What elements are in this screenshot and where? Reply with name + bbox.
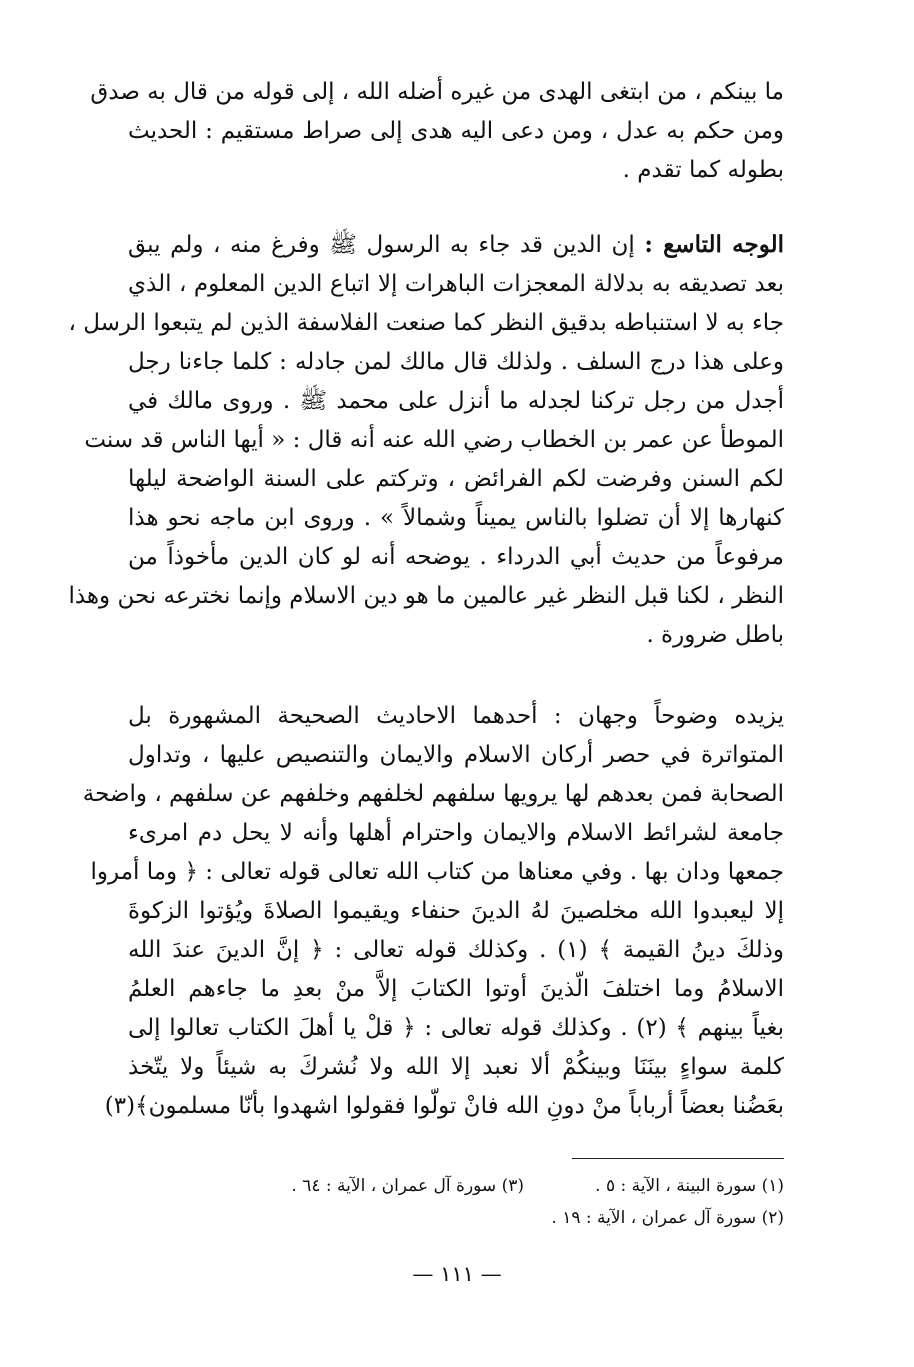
text-line: أجدل من رجل تركنا لجدله ما أنزل على محمد ﷺ . وروى مالك في	[128, 388, 784, 414]
text-line: الموطأ عن عمر بن الخطاب رضي الله عنه أنه قال : « أيها الناس قد سنت	[84, 427, 784, 453]
text-line: ما بينكم ، من ابتغى الهدى من غيره أضله الله ، إلى قوله من قال به صدق	[90, 79, 784, 105]
text-line: يزيده وضوحاً وجهان : أحدهما الاحاديث الصحيحة المشهورة بل	[128, 703, 784, 729]
paragraph-ninth-aspect	[68, 225, 784, 655]
text-line: النظر ، لكنا قبل النظر غير عالمين ما هو دين الاسلام وإنما نخترعه نحن وهذا	[68, 583, 784, 609]
text-line: إلا ليعبدوا الله مخلصينَ لهُ الدينَ حنفاء ويقيموا الصلاةَ ويُؤتوا الزكوةَ	[128, 898, 785, 924]
footnote-2: (٢) سورة آل عمران ، الآية : ١٩ .	[551, 1208, 784, 1228]
text-line: باطل ضرورة .	[646, 622, 784, 648]
footnote-row	[140, 1202, 784, 1234]
text-line: بعَضُنا بعضاً أرباباً منْ دونِ الله فانْ تولّوا فقولوا اشهدوا بأنّا مسلمون﴾(٣)	[104, 1093, 784, 1119]
text-line: ومن حكم به عدل ، ومن دعى اليه هدى إلى صراط مستقيم : الحديث	[128, 118, 784, 144]
text-line-body: إن الدين قد جاء به الرسول ﷺ وفرغ منه ، ولم يبق	[128, 232, 635, 258]
text-line: بعد تصديقه به بدلالة المعجزات الباهرات إلا اتباع الدين المعلوم ، الذي	[128, 271, 784, 297]
text-line: المتواترة في حصر أركان الاسلام والايمان والتنصيص عليها ، وتداول	[128, 742, 784, 768]
text-line	[128, 225, 784, 265]
footnotes	[140, 1170, 784, 1234]
footnote-3: (٣) سورة آل عمران ، الآية : ٦٤ .	[291, 1176, 524, 1196]
text-line: وعلى هذا درج السلف . ولذلك قال مالك لمن جادله : كلما جاءنا رجل	[128, 349, 784, 375]
text-line: كلمة سواءٍ بينَنَا وبينكُمْ ألا نعبد إلا الله ولا نُشركَ به شيئاً ولا يتّخذ	[128, 1054, 784, 1080]
text-line: جاء به لا استنباطه بدقيق النظر كما صنعت الفلاسفة الذين لم يتبعوا الرسل ،	[68, 310, 784, 336]
text-line: بغياً بينهم ﴾ (٢) . وكذلك قوله تعالى : ﴿ قلْ يا أهلَ الكتاب تعالوا إلى	[128, 1015, 784, 1041]
text-line: كنهارها إلا أن تضلوا بالناس يميناً وشمالاً » . وروى ابن ماجه نحو هذا	[128, 505, 784, 531]
text-line: بطوله كما تقدم .	[622, 157, 784, 183]
paragraph-1	[90, 73, 784, 190]
footnote-1: (١) سورة البينة ، الآية : ٥ .	[595, 1176, 784, 1196]
section-heading: الوجه التاسع :	[644, 231, 784, 258]
text-line: الاسلامُ وما اختلفَ الّذينَ أوتوا الكتابَ إلاَّ منْ بعدِ ما جاءهم العلمُ	[128, 976, 784, 1002]
text-line: مرفوعاً من حديث أبي الدرداء . يوضحه أنه لو كان الدين مأخوذاً من	[128, 544, 784, 570]
text-line: جمعها ودان بها . وفي معناها من كتاب الله تعالى قوله تعالى : ﴿ وما أمروا	[90, 859, 784, 885]
text-line: جامعة لشرائط الاسلام والايمان واحترام أهلها وأنه لا يحل دم امرىء	[128, 820, 784, 846]
footnote-row	[140, 1170, 784, 1202]
text-line: لكم السنن وفرضت لكم الفرائض ، وتركتم على السنة الواضحة ليلها	[128, 466, 784, 492]
text-line: الصحابة فمن بعدهم لها يرويها سلفهم لخلفهم وخلفهم عن سلفهم ، واضحة	[82, 781, 784, 807]
paragraph-3	[82, 697, 785, 1126]
footnote-divider	[572, 1158, 784, 1159]
page-number: — ١١١ —	[412, 1262, 502, 1286]
text-line: وذلكَ دينُ القيمة ﴾ (١) . وكذلك قوله تعالى : ﴿ إنَّ الدينَ عندَ الله	[128, 937, 785, 963]
